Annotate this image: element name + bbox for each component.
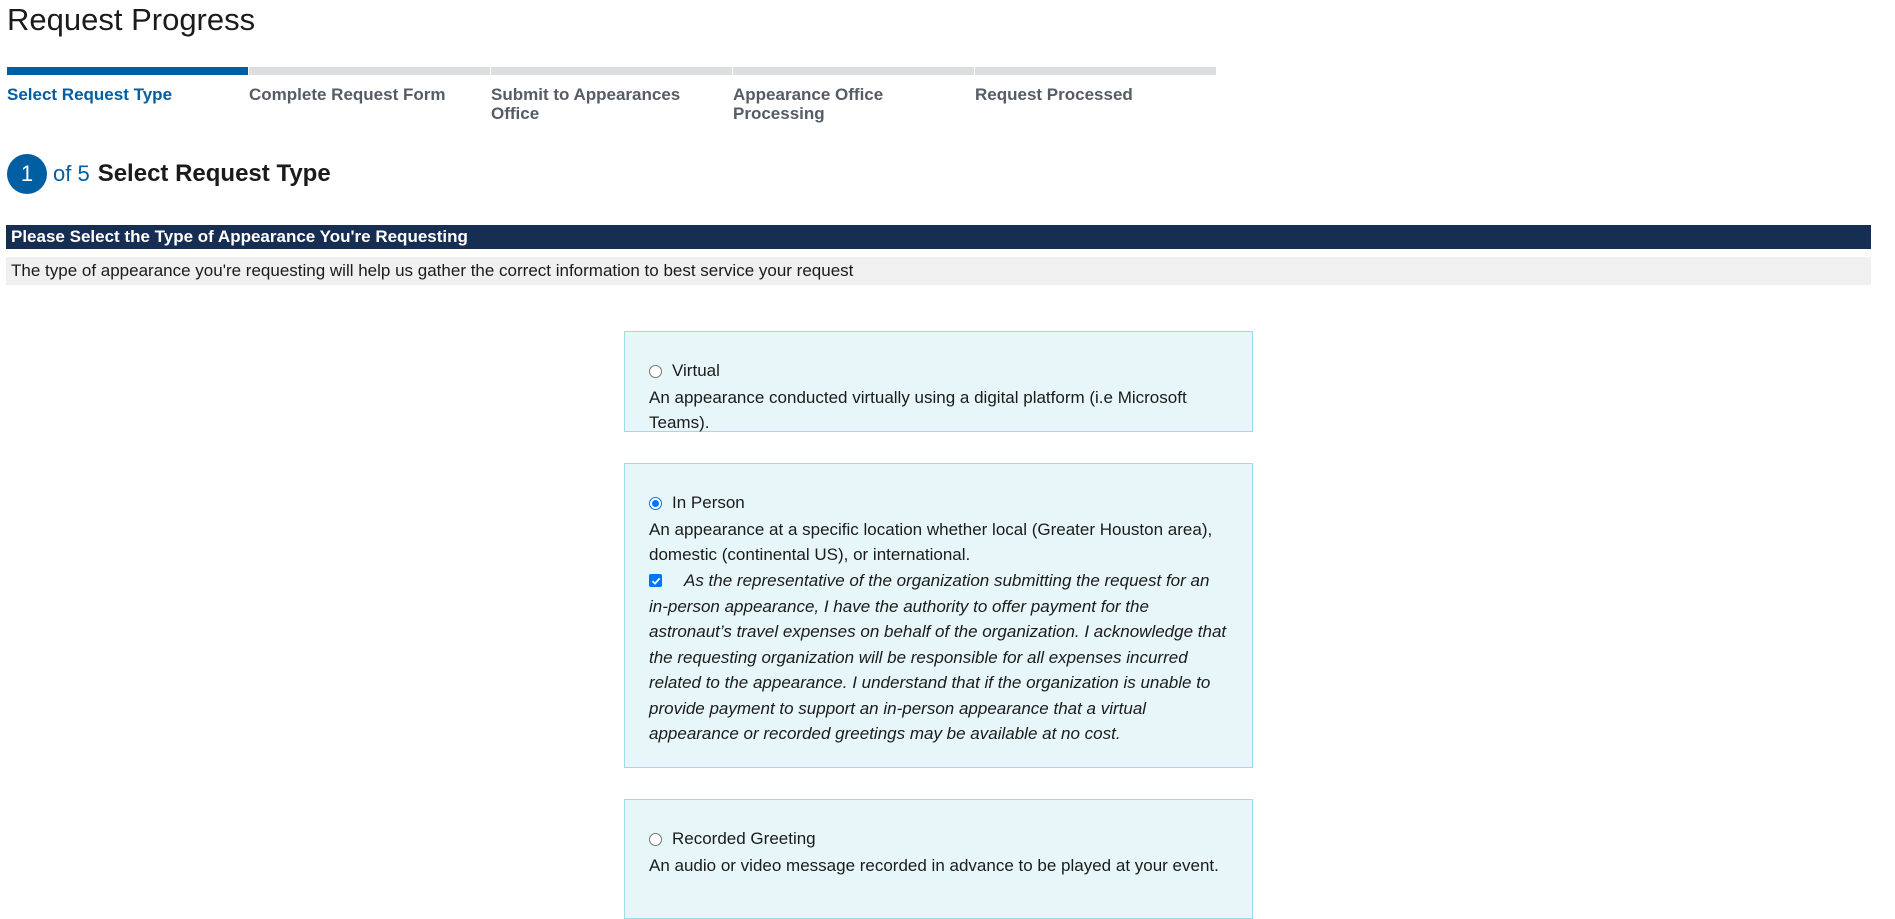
virtual-description: An appearance conducted virtually using a digital platform (i.e Microsoft Teams). <box>649 388 1187 432</box>
step-label: Complete Request Form <box>249 85 446 104</box>
recorded-greeting-radio[interactable] <box>649 833 662 846</box>
step-request-processed <box>975 67 1216 123</box>
in-person-label[interactable]: In Person <box>672 493 745 512</box>
section-header: Please Select the Type of Appearance You're Requesting <box>6 225 1871 249</box>
option-card-virtual[interactable] <box>624 331 1253 432</box>
recorded-greeting-label[interactable]: Recorded Greeting <box>672 829 816 848</box>
step-heading: Select Request Type <box>97 160 331 187</box>
step-bar <box>975 67 1216 75</box>
step-total: of 5 <box>53 161 90 186</box>
progress-stepper <box>7 67 1217 123</box>
virtual-label[interactable]: Virtual <box>672 361 720 380</box>
step-bar <box>733 67 974 75</box>
step-appearance-office-processing <box>733 67 974 123</box>
step-bar <box>491 67 732 75</box>
step-bar <box>249 67 490 75</box>
option-card-recorded-greeting[interactable] <box>624 799 1253 919</box>
section-description: The type of appearance you're requesting will help us gather the correct information to best service your request <box>6 257 1871 285</box>
step-bar <box>7 67 248 75</box>
checkmark-icon <box>651 576 661 586</box>
step-label: Appearance Office Processing <box>733 85 884 123</box>
travel-consent-text: As the representative of the organization submitting the request for an in-person appearance, I have the authority to offer payment for the astronaut’s travel expenses on behalf of the organization. I acknowledge that the requesting organization will be responsible for all expenses incurred related to the appearance. I understand that if the organization is unable to provide payment to support an in-person appearance that a virtual appearance or recorded greetings may be available at no cost. <box>649 571 1227 743</box>
option-card-in-person[interactable] <box>624 463 1253 768</box>
step-select-request-type <box>7 67 248 123</box>
in-person-description: An appearance at a specific location whether local (Greater Houston area), domestic (continental US), or international. <box>649 520 1213 564</box>
step-label: Select Request Type <box>7 85 173 104</box>
step-number-badge: 1 <box>7 154 47 194</box>
step-submit-to-appearances-office <box>491 67 732 123</box>
virtual-radio[interactable] <box>649 365 662 378</box>
recorded-greeting-description: An audio or video message recorded in advance to be played at your event. <box>649 856 1219 875</box>
travel-consent <box>649 568 1228 747</box>
travel-consent-checkbox[interactable] <box>649 574 662 587</box>
step-counter <box>7 154 331 194</box>
step-complete-request-form <box>249 67 490 123</box>
step-label: Request Processed <box>975 85 1133 104</box>
in-person-radio[interactable] <box>649 497 662 510</box>
page-title: Request Progress <box>7 2 256 37</box>
step-label: Submit to Appearances Office <box>491 85 681 123</box>
